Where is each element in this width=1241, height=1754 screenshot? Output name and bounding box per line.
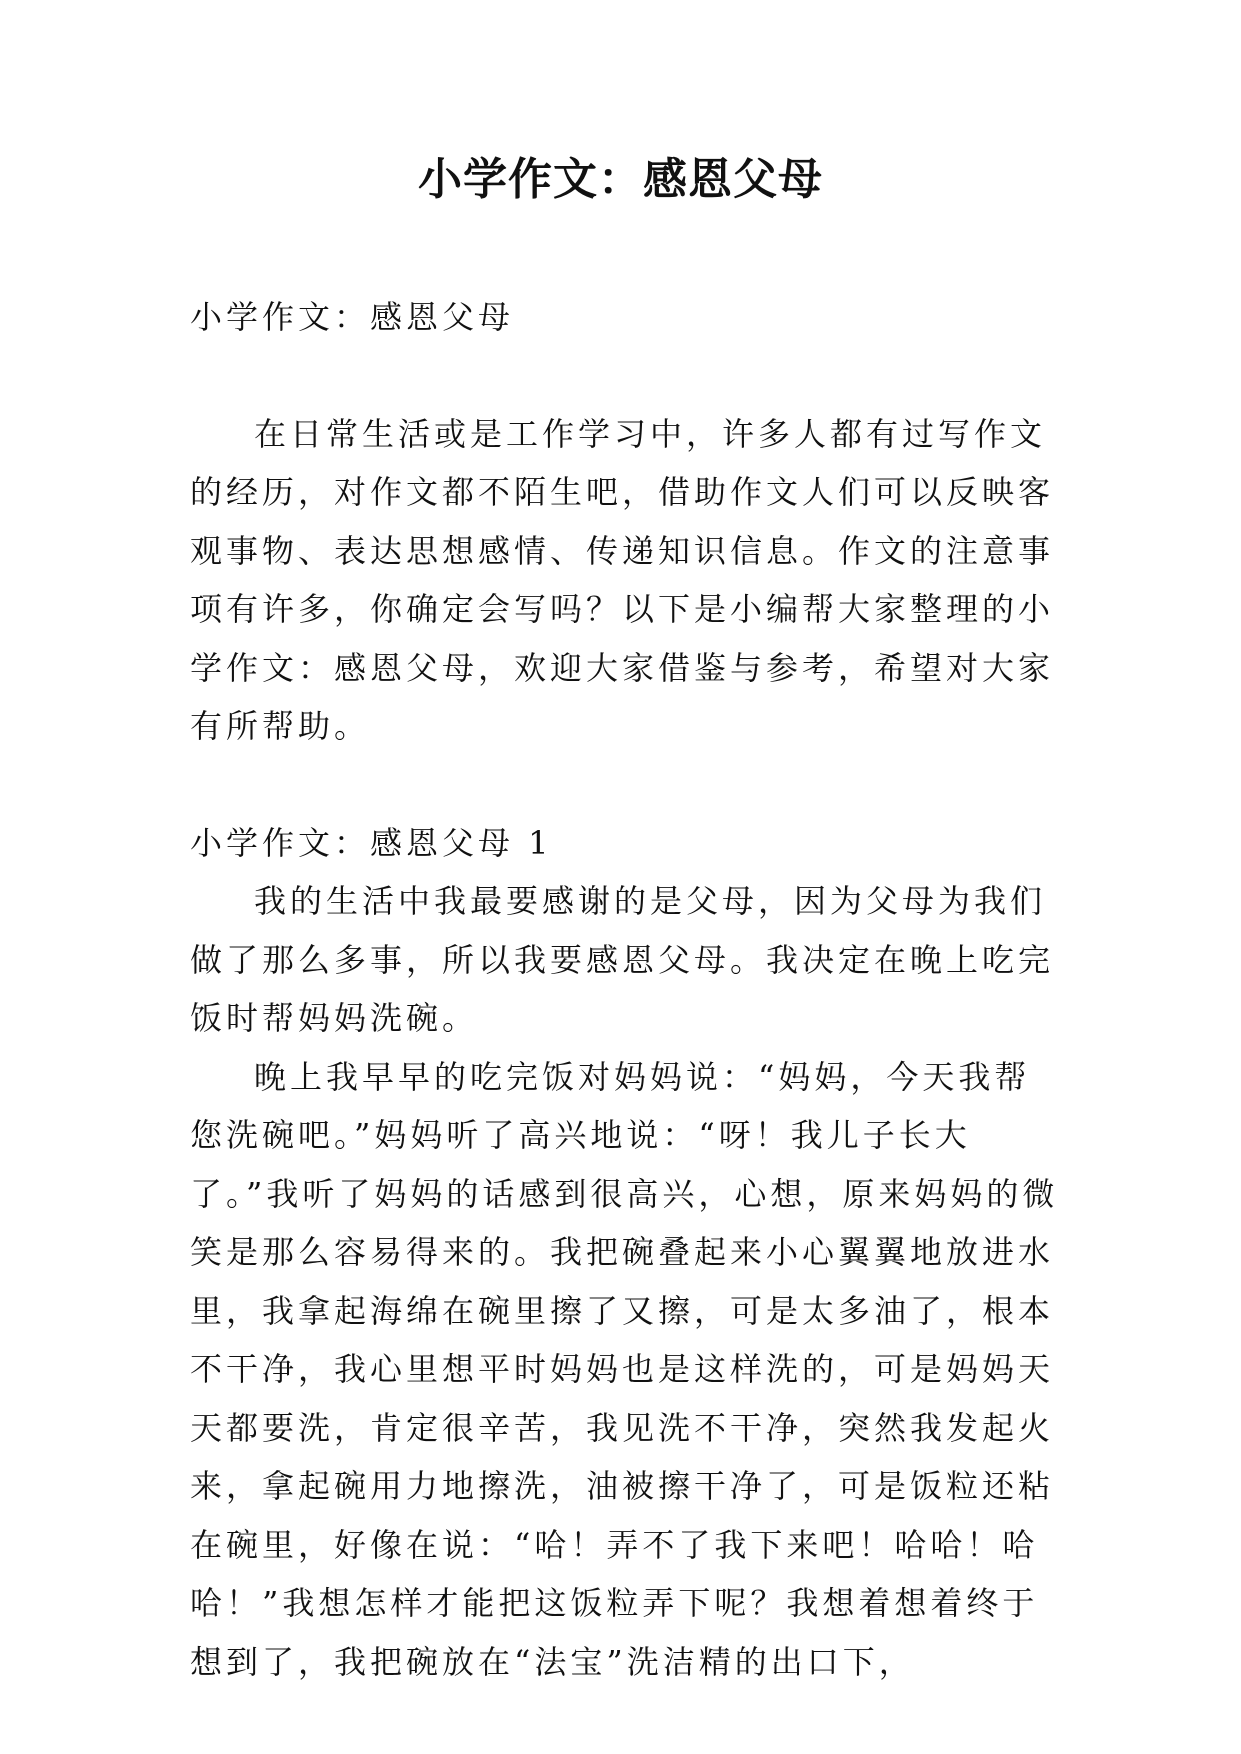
document-subtitle: 小学作文：感恩父母 — [190, 298, 515, 336]
spacer — [190, 347, 1060, 405]
page-title: 小学作文：感恩父母 — [418, 154, 823, 205]
document-body — [190, 288, 1060, 1691]
spacer — [190, 756, 1060, 814]
body-paragraph: 晚上我早早的吃完饭对妈妈说：“妈妈，今天我帮您洗碗吧。”妈妈听了高兴地说：“呀！我儿子长大了。”我听了妈妈的话感到很高兴，心想，原来妈妈的微笑是那么容易得来的。我把碗叠起来小心翼翼地放进水里，我拿起海绵在碗里擦了又擦，可是太多油了，根本不干净，我心里想平时妈妈也是这样洗的，可是妈妈天天都要洗，肯定很辛苦，我见洗不干净，突然我发起火来，拿起碗用力地擦洗，油被擦干净了，可是饭粒还粘在碗里，好像在说：“哈！弄不了我下来吧！哈哈！哈哈！”我想怎样才能把这饭粒弄下呢？我想着想着终于想到了，我把碗放在“法宝”洗洁精的出口下， — [190, 1057, 1059, 1681]
body-paragraph: 我的生活中我最要感谢的是父母，因为父母为我们做了那么多事，所以我要感恩父母。我决定在晚上吃完饭时帮妈妈洗碗。 — [190, 882, 1055, 1037]
intro-paragraph: 在日常生活或是工作学习中，许多人都有过写作文的经历，对作文都不陌生吧，借助作文人们可以反映客观事物、表达思想感情、传递知识信息。作文的注意事项有许多，你确定会写吗？以下是小编帮大家整理的小学作文：感恩父母，欢迎大家借鉴与参考，希望对大家有所帮助。 — [190, 414, 1055, 745]
section-heading: 小学作文：感恩父母 1 — [190, 823, 553, 862]
